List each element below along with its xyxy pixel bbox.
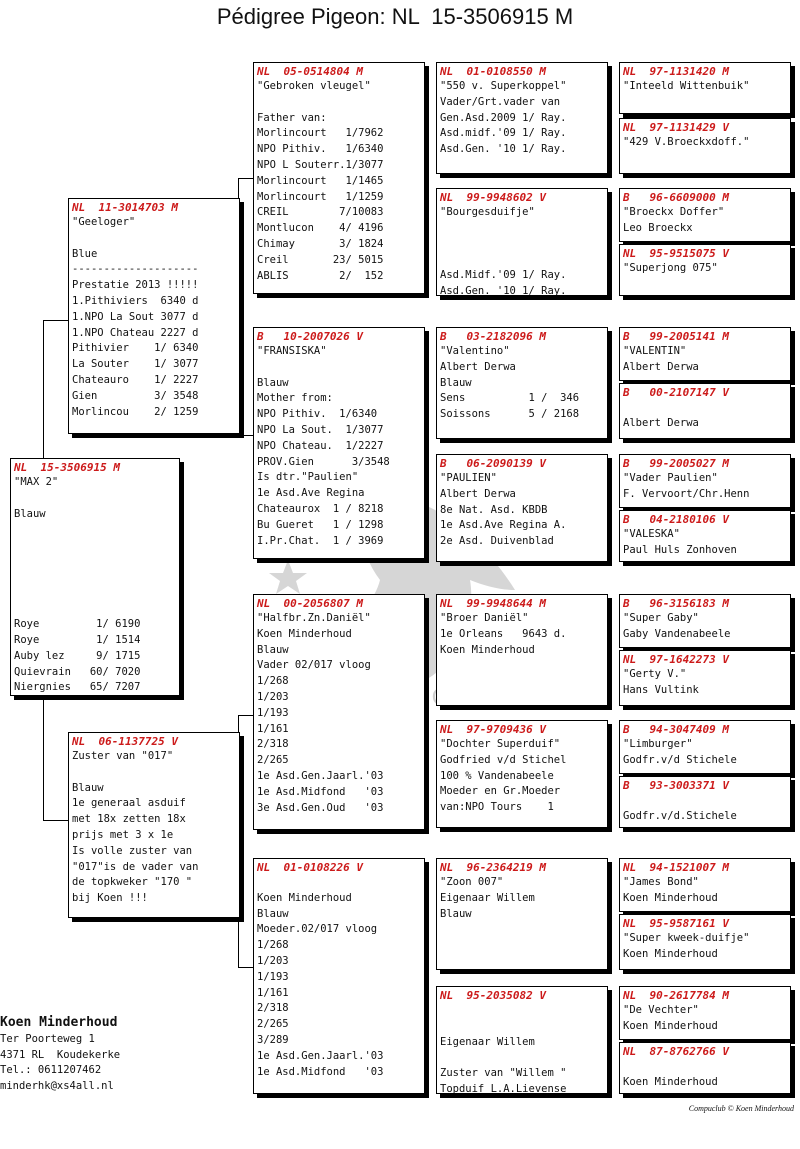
detail-line: ABLIS 2/ 152 (257, 269, 384, 282)
pigeon-details (257, 344, 421, 549)
detail-line: met 18x zetten 18x (72, 813, 186, 826)
detail-line: Albert Derwa (623, 360, 699, 373)
pigeon-card-fm[interactable] (253, 327, 425, 559)
owner-address: Ter Poorteweg 1 (0, 1033, 95, 1045)
connector-line (43, 320, 44, 460)
detail-line: -------------------- (72, 263, 199, 276)
detail-line: Godfr.v/d.Stichele (623, 809, 737, 822)
pigeon-card-g1[interactable] (619, 62, 791, 114)
detail-line: Eigenaar Willem (440, 1035, 535, 1048)
pigeon-details (440, 611, 604, 658)
detail-line: Godfried v/d Stichel (440, 753, 567, 766)
detail-line: 1/193 (257, 706, 289, 719)
detail-line: 1/161 (257, 986, 289, 999)
detail-line: 1/268 (257, 939, 289, 952)
detail-line: Godfr.v/d Stichele (623, 753, 737, 766)
detail-line: NPO L Souterr.1/3077 (257, 158, 384, 171)
ring-number: NL 06-1137725 V (72, 735, 178, 748)
detail-line: La Souter 1/ 3077 (72, 358, 199, 371)
detail-line: Koen Minderhoud (257, 891, 352, 904)
connector-line (43, 697, 44, 820)
pigeon-details (623, 875, 787, 907)
detail-line: prijs met 3 x 1e (72, 828, 174, 841)
detail-line: Albert Derwa (440, 487, 516, 500)
detail-line: Asd.midf.'09 1/ Ray. (440, 127, 567, 140)
detail-line: F. Vervoort/Chr.Henn (623, 487, 750, 500)
pigeon-card-mother[interactable] (68, 732, 240, 918)
owner-postcode: 4371 RL Koudekerke (0, 1048, 121, 1061)
ring-number: NL 95-2035082 V (440, 989, 546, 1002)
ring-number: NL 99-9948644 M (440, 597, 546, 610)
detail-line: 1/268 (257, 675, 289, 688)
detail-line: Vader 02/017 vloog (257, 659, 371, 672)
detail-line: NPO Pithiv. 1/6340 (257, 408, 378, 421)
detail-line (623, 400, 787, 416)
detail-line: Zuster van "Willem " (440, 1067, 567, 1080)
detail-line: Gen.Asd.2009 1/ Ray. (440, 111, 567, 124)
detail-line: Morlincourt 1/7962 (257, 127, 384, 140)
detail-line (440, 1003, 604, 1019)
pigeon-details (440, 471, 604, 550)
detail-line: Niergnies 65/ 7207 (14, 681, 141, 694)
detail-line: Morlincourt 1/1259 (257, 190, 384, 203)
ring-number: B 93-3003371 V (623, 779, 729, 792)
pigeon-details (623, 931, 787, 963)
ring-number: NL 87-8762766 V (623, 1045, 729, 1058)
pigeon-details (257, 79, 421, 284)
detail-line: Pithivier 1/ 6340 (72, 342, 199, 355)
ring-number: NL 97-1131420 M (623, 65, 729, 78)
detail-line: Prestatie 2013 !!!!! (72, 279, 199, 292)
detail-line (14, 538, 176, 554)
detail-line: "James Bond" (623, 876, 699, 888)
pigeon-details (623, 400, 787, 432)
detail-line: "Super Gaby" (623, 612, 699, 624)
detail-line: Chimay 3/ 1824 (257, 237, 384, 250)
detail-line: Chateauro 1/ 2227 (72, 373, 199, 386)
detail-line: Blauw (72, 781, 104, 794)
pigeon-details (440, 79, 604, 158)
detail-line: "Zoon 007" (440, 876, 504, 888)
owner-block (0, 1014, 240, 1094)
detail-line: Blauw (257, 376, 289, 389)
detail-line: Albert Derwa (440, 360, 516, 373)
detail-line (14, 601, 176, 617)
detail-line: "Superjong 075" (623, 262, 718, 274)
detail-line: Roye 1/ 1514 (14, 633, 141, 646)
detail-line: NPO Chateau. 1/2227 (257, 439, 384, 452)
detail-line: NPO La Sout. 1/3077 (257, 423, 384, 436)
detail-line: 2/318 (257, 738, 289, 751)
detail-line (623, 1059, 787, 1075)
detail-line: Blue (72, 247, 98, 260)
detail-line: Quievrain 60/ 7020 (14, 665, 141, 678)
detail-line: 1e Asd.Ave Regina A. (440, 519, 567, 532)
ring-number: NL 99-9948602 V (440, 191, 546, 204)
detail-line: 1/193 (257, 970, 289, 983)
page-title: Pédigree Pigeon: NL 15-3506915 M (216, 4, 574, 29)
ring-number: B 00-2107147 V (623, 386, 729, 399)
detail-line (257, 875, 421, 891)
pigeon-details (623, 1003, 787, 1035)
pigeon-card-g9[interactable] (619, 594, 791, 648)
ring-number: B 96-3156183 M (623, 597, 729, 610)
detail-line: Zuster van "017" (72, 750, 174, 762)
pigeon-details (440, 344, 604, 423)
detail-line: "PAULIEN" (440, 472, 497, 484)
ring-number: B 04-2180106 V (623, 513, 729, 526)
detail-line: 1/203 (257, 690, 289, 703)
detail-line: "Dochter Superduif" (440, 738, 561, 750)
detail-line (440, 1050, 604, 1066)
detail-line: Hans Vultink (623, 683, 699, 696)
ring-number: NL 05-0514804 M (257, 65, 363, 78)
connector-line (238, 435, 253, 436)
detail-line: Roye 1/ 6190 (14, 618, 141, 631)
pigeon-card-mf[interactable] (253, 594, 425, 830)
detail-line: Sens 1 / 346 (440, 392, 580, 405)
owner-name: Koen Minderhoud (0, 1015, 118, 1030)
detail-line: Gaby Vandenabeele (623, 627, 731, 640)
detail-line: "VALENTIN" (623, 345, 687, 357)
detail-line: 1e Orleans 9643 d. (440, 627, 567, 640)
pigeon-card-fmf[interactable] (436, 327, 608, 439)
detail-line: 3/289 (257, 1033, 289, 1046)
detail-line: Vader/Grt.vader van (440, 95, 561, 108)
detail-line: "Gebroken vleugel" (257, 80, 371, 92)
ring-number: NL 94-1521007 M (623, 861, 729, 874)
pigeon-card-father[interactable] (68, 198, 240, 434)
detail-line: 1e generaal asduif (72, 797, 186, 810)
detail-line: "550 v. Superkoppel" (440, 80, 567, 92)
detail-line: Koen Minderhoud (623, 891, 718, 904)
detail-line: Asd.Gen. '10 1/ Ray. (440, 143, 567, 156)
detail-line: 2e Asd. Duivenblad (440, 535, 554, 548)
pigeon-details (257, 611, 421, 816)
ring-number: NL 97-1642273 V (623, 653, 729, 666)
detail-line: Mother from: (257, 392, 333, 405)
detail-line: "Inteeld Wittenbuik" (623, 80, 750, 92)
detail-line: "017"is de vader van (72, 860, 199, 873)
ring-number: B 10-2007026 V (257, 330, 363, 343)
detail-line: Asd.Midf.'09 1/ Ray. (440, 269, 567, 282)
pigeon-card-g2[interactable] (619, 118, 791, 174)
detail-line: 1/203 (257, 954, 289, 967)
ring-number: NL 95-9587161 V (623, 917, 729, 930)
detail-line: 2/318 (257, 1002, 289, 1015)
connector-line (238, 715, 253, 716)
detail-line: bij Koen !!! (72, 892, 148, 905)
detail-line: Moeder.02/017 vloog (257, 923, 378, 936)
detail-line: 1/161 (257, 722, 289, 735)
pigeon-details (72, 215, 236, 420)
ring-number: NL 11-3014703 M (72, 201, 178, 214)
detail-line: Koen Minderhoud (257, 627, 352, 640)
detail-line: "Super kweek-duifje" (623, 932, 750, 944)
ring-number: NL 01-0108226 V (257, 861, 363, 874)
detail-line (440, 1019, 604, 1035)
detail-line: Blauw (257, 907, 289, 920)
detail-line: Morlincou 2/ 1259 (72, 405, 199, 418)
pigeon-details (623, 667, 787, 699)
pigeon-card-ff[interactable] (253, 62, 425, 294)
pigeon-details (257, 875, 421, 1080)
detail-line: Blauw (440, 907, 472, 920)
pigeon-card-g13[interactable] (619, 858, 791, 912)
footer-credit: Compuclub © Koen Minderhoud (688, 1104, 794, 1113)
detail-line: PROV.Gien 3/3548 (257, 455, 390, 468)
pigeon-card-g4[interactable] (619, 244, 791, 296)
detail-line: Topduif L.A.Lievense (440, 1082, 567, 1094)
ring-number: B 96-6609000 M (623, 191, 729, 204)
pigeon-card-g6[interactable] (619, 383, 791, 439)
pigeon-card-mmm[interactable] (436, 986, 608, 1094)
pigeon-card-fmm[interactable] (436, 454, 608, 562)
detail-line: "FRANSISKA" (257, 345, 327, 357)
detail-line (14, 554, 176, 570)
detail-line: Father van: (257, 111, 327, 124)
detail-line: Blauw (440, 376, 472, 389)
detail-line: "Limburger" (623, 738, 693, 750)
pigeon-card-g10[interactable] (619, 650, 791, 706)
pigeon-card-g7[interactable] (619, 454, 791, 508)
pigeon-details (14, 475, 176, 696)
detail-line: Blauw (14, 507, 46, 520)
ring-number: NL 96-2364219 M (440, 861, 546, 874)
detail-line: CREIL 7/10083 (257, 206, 384, 219)
detail-line: Eigenaar Willem (440, 891, 535, 904)
pigeon-details (623, 611, 787, 643)
detail-line: Koen Minderhoud (440, 643, 535, 656)
pigeon-card-fff[interactable] (436, 62, 608, 174)
owner-email[interactable]: minderhk@xs4all.nl (0, 1079, 114, 1092)
pigeon-details (623, 261, 787, 277)
pigeon-card-mm[interactable] (253, 858, 425, 1094)
detail-line: "Broeckx Doffer" (623, 206, 725, 218)
pigeon-card-g12[interactable] (619, 776, 791, 828)
pigeon-details (623, 79, 787, 95)
pigeon-details (623, 737, 787, 769)
ring-number: NL 15-3506915 M (14, 461, 120, 474)
detail-line (623, 793, 787, 809)
detail-line (14, 491, 176, 507)
pigeon-details (623, 527, 787, 559)
connector-line (238, 178, 253, 179)
pigeon-card-mfm[interactable] (436, 720, 608, 828)
detail-line: van:NPO Tours 1 (440, 801, 554, 814)
ring-number: B 03-2182096 M (440, 330, 546, 343)
detail-line (14, 522, 176, 538)
pigeon-card-g8[interactable] (619, 510, 791, 562)
ring-number: NL 00-2056807 M (257, 597, 363, 610)
detail-line: "Broer Daniël" (440, 612, 529, 624)
detail-line: Albert Derwa (623, 416, 699, 429)
detail-line: 8e Nat. Asd. KBDB (440, 503, 548, 516)
detail-line (257, 360, 421, 376)
detail-line: "Halfbr.Zn.Daniël" (257, 612, 371, 624)
detail-line: 1e Asd.Ave Regina (257, 487, 365, 500)
pigeon-details (623, 135, 787, 151)
pigeon-card-g11[interactable] (619, 720, 791, 774)
detail-line: 2/265 (257, 754, 289, 767)
detail-line: Creil 23/ 5015 (257, 253, 384, 266)
ring-number: B 94-3047409 M (623, 723, 729, 736)
detail-line: 2/265 (257, 1018, 289, 1031)
detail-line: Is volle zuster van (72, 844, 193, 857)
detail-line: Bu Gueret 1 / 1298 (257, 518, 384, 531)
connector-line (43, 820, 70, 821)
detail-line: Chateaurox 1 / 8218 (257, 502, 384, 515)
owner-phone: Tel.: 0611207462 (0, 1064, 102, 1076)
detail-line: "Bourgesduifje" (440, 206, 535, 218)
pigeon-details (623, 471, 787, 503)
pigeon-card-mff[interactable] (436, 594, 608, 706)
detail-line: Koen Minderhoud (623, 1075, 718, 1088)
detail-line (440, 237, 604, 253)
detail-line: 1e Asd.Gen.Jaarl.'03 (257, 769, 384, 782)
pigeon-details (440, 875, 604, 922)
ring-number: NL 95-9515075 V (623, 247, 729, 260)
detail-line: 1.NPO Chateau 2227 d (72, 326, 199, 339)
detail-line: "MAX 2" (14, 476, 59, 488)
pigeon-card-main[interactable] (10, 458, 180, 696)
pigeon-details (440, 205, 604, 296)
detail-line: "Vader Paulien" (623, 472, 718, 484)
pigeon-details (623, 344, 787, 376)
detail-line: Asd.Gen. '10 1/ Ray. (440, 284, 567, 296)
detail-line (72, 231, 236, 247)
detail-line: Montlucon 4/ 4196 (257, 222, 384, 235)
pigeon-card-ffm[interactable] (436, 188, 608, 296)
detail-line: Koen Minderhoud (623, 947, 718, 960)
pigeon-card-g16[interactable] (619, 1042, 791, 1094)
ring-number: NL 97-1131429 V (623, 121, 729, 134)
ring-number: NL 01-0108550 M (440, 65, 546, 78)
detail-line (14, 570, 176, 586)
detail-line (440, 252, 604, 268)
detail-line: "Geeloger" (72, 216, 136, 228)
detail-line: 1e Asd.Gen.Jaarl.'03 (257, 1049, 384, 1062)
detail-line: Morlincourt 1/1465 (257, 174, 384, 187)
pigeon-card-g3[interactable] (619, 188, 791, 242)
detail-line (72, 765, 236, 781)
ring-number: B 99-2005027 M (623, 457, 729, 470)
detail-line (440, 221, 604, 237)
connector-line (43, 320, 70, 321)
detail-line: 1e Asd.Midfond '03 (257, 785, 384, 798)
pigeon-details (623, 793, 787, 825)
ring-number: NL 97-9709436 V (440, 723, 546, 736)
detail-line: 1.Pithiviers 6340 d (72, 294, 199, 307)
detail-line: 1e Asd.Midfond '03 (257, 1065, 384, 1078)
ring-number: B 99-2005141 M (623, 330, 729, 343)
pigeon-details (623, 1059, 787, 1091)
detail-line: Leo Broeckx (623, 221, 693, 234)
detail-line: I.Pr.Chat. 1 / 3969 (257, 534, 384, 547)
detail-line: Paul Huls Zonhoven (623, 543, 737, 556)
pigeon-details (623, 205, 787, 237)
detail-line: de topkweker "170 " (72, 876, 193, 889)
detail-line: 3e Asd.Gen.Oud '03 (257, 801, 384, 814)
detail-line: Soissons 5 / 2168 (440, 408, 580, 421)
ring-number: B 06-2090139 V (440, 457, 546, 470)
detail-line: 1.NPO La Sout 3077 d (72, 310, 199, 323)
pigeon-details (440, 1003, 604, 1094)
detail-line: Auby lez 9/ 1715 (14, 649, 141, 662)
detail-line: Is dtr."Paulien" (257, 471, 359, 484)
detail-line: "Gerty V." (623, 668, 687, 680)
detail-line: 100 % Vandenabeele (440, 769, 554, 782)
detail-line: Moeder en Gr.Moeder (440, 785, 561, 798)
detail-line (14, 586, 176, 602)
detail-line (257, 95, 421, 111)
detail-line: NPO Pithiv. 1/6340 (257, 143, 384, 156)
pigeon-details (440, 737, 604, 816)
detail-line: "De Vechter" (623, 1004, 699, 1016)
detail-line: Koen Minderhoud (623, 1019, 718, 1032)
detail-line: Gien 3/ 3548 (72, 389, 199, 402)
pigeon-card-g14[interactable] (619, 914, 791, 970)
connector-line (238, 967, 253, 968)
detail-line: "VALESKA" (623, 528, 680, 540)
pigeon-card-g5[interactable] (619, 327, 791, 381)
detail-line: "429 V.Broeckxdoff." (623, 136, 750, 148)
pigeon-card-g15[interactable] (619, 986, 791, 1040)
pigeon-details (72, 749, 236, 907)
detail-line: "Valentino" (440, 345, 510, 357)
pigeon-card-mmf[interactable] (436, 858, 608, 970)
detail-line: Blauw (257, 643, 289, 656)
ring-number: NL 90-2617784 M (623, 989, 729, 1002)
